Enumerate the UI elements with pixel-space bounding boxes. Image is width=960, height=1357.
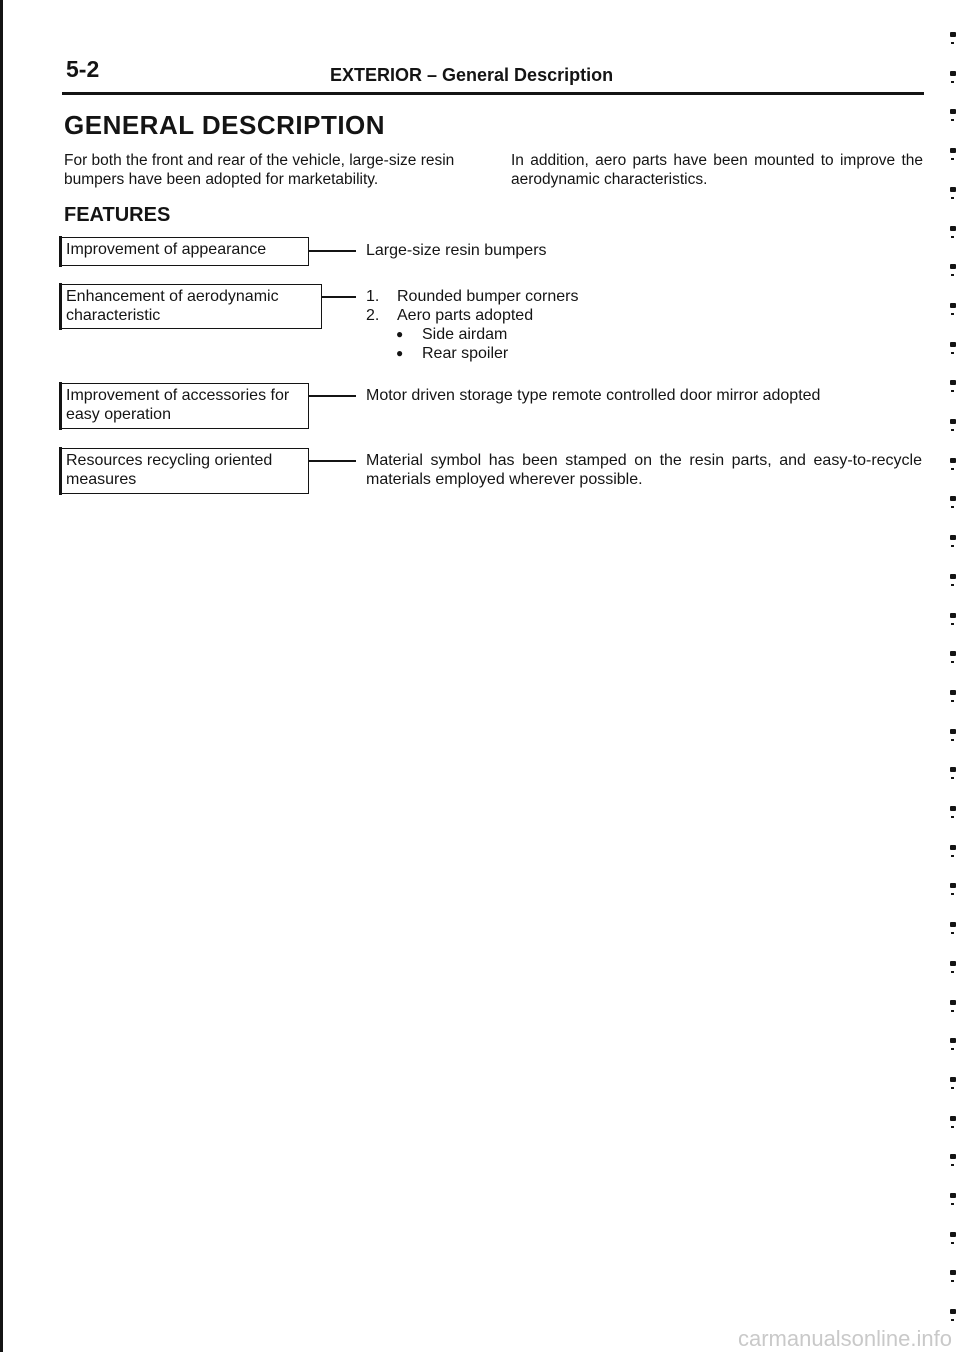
list-item	[366, 306, 578, 325]
edge-tick	[951, 700, 954, 702]
edge-tick	[951, 158, 954, 160]
edge-tick	[951, 1164, 954, 1166]
edge-tick	[951, 1010, 954, 1012]
bullet-text: Side airdam	[422, 326, 508, 343]
edge-mark	[950, 187, 956, 192]
edge-mark	[950, 32, 956, 37]
edge-tick	[951, 971, 954, 973]
edge-tick	[951, 119, 954, 121]
header-rule	[62, 92, 924, 95]
edge-mark	[950, 1193, 956, 1198]
edge-tick	[951, 1126, 954, 1128]
feature-label: Improvement of appearance	[66, 241, 267, 258]
intro-left-paragraph: For both the front and rear of the vehicle, large-size resin bumpers have been adopted for marketability.	[64, 152, 455, 188]
edge-tick	[951, 816, 954, 818]
edge-tick	[951, 352, 954, 354]
edge-tick	[951, 81, 954, 83]
feature-points-list	[366, 287, 578, 363]
edge-mark	[950, 806, 956, 811]
edge-tick	[951, 739, 954, 741]
feature-box-appearance	[60, 237, 309, 266]
bullet-icon: ●	[396, 327, 404, 341]
edge-mark	[950, 1038, 956, 1043]
feature-box-recycling	[60, 448, 309, 494]
edge-tick	[951, 661, 954, 663]
intro-right-paragraph: In addition, aero parts have been mounted to improve the aerodynamic characteristics.	[511, 152, 923, 188]
list-text: Rounded bumper corners	[397, 288, 579, 305]
feature-label: Improvement of accessories for easy operation	[66, 387, 290, 423]
scan-left-edge	[0, 0, 3, 1352]
bullet-item	[366, 325, 578, 344]
edge-tick	[951, 42, 954, 44]
edge-mark	[950, 380, 956, 385]
edge-mark	[950, 574, 956, 579]
list-number: 1.	[366, 288, 380, 305]
edge-mark	[950, 458, 956, 463]
edge-mark	[950, 883, 956, 888]
page-number: 5-2	[66, 56, 100, 82]
edge-tick	[951, 623, 954, 625]
feature-connector	[309, 460, 356, 462]
edge-mark	[950, 845, 956, 850]
edge-mark	[950, 651, 956, 656]
edge-tick	[951, 855, 954, 857]
edge-mark	[950, 496, 956, 501]
edge-mark	[950, 1270, 956, 1275]
edge-tick	[951, 1203, 954, 1205]
edge-mark	[950, 342, 956, 347]
feature-box-aerodynamic	[60, 284, 322, 329]
edge-tick	[951, 584, 954, 586]
edge-tick	[951, 893, 954, 895]
feature-connector	[322, 296, 356, 298]
watermark-text: carmanualsonline.info	[737, 1326, 952, 1351]
bullet-item	[366, 344, 578, 363]
edge-tick	[951, 236, 954, 238]
edge-tick	[951, 1087, 954, 1089]
feature-description: Material symbol has been stamped on the resin parts, and easy-to-recycle materials employed wherever possible.	[366, 452, 922, 488]
edge-mark	[950, 109, 956, 114]
edge-mark	[950, 767, 956, 772]
edge-tick	[951, 506, 954, 508]
edge-mark	[950, 961, 956, 966]
edge-tick	[951, 1319, 954, 1321]
edge-tick	[951, 390, 954, 392]
feature-box-accessories	[60, 383, 309, 429]
edge-mark	[950, 1309, 956, 1314]
edge-tick	[951, 468, 954, 470]
edge-tick	[951, 197, 954, 199]
running-title: EXTERIOR – General Description	[330, 65, 614, 85]
list-number: 2.	[366, 307, 380, 324]
edge-mark	[950, 1116, 956, 1121]
edge-tick	[951, 1280, 954, 1282]
feature-description: Motor driven storage type remote controlled door mirror adopted	[366, 387, 821, 404]
edge-mark	[950, 690, 956, 695]
edge-tick	[951, 777, 954, 779]
feature-label: Enhancement of aerodynamic characteristic	[66, 288, 279, 324]
edge-mark	[950, 729, 956, 734]
bullet-text: Rear spoiler	[422, 345, 509, 362]
list-text: Aero parts adopted	[397, 307, 534, 324]
edge-mark	[950, 226, 956, 231]
edge-tick	[951, 274, 954, 276]
bullet-icon: ●	[396, 346, 404, 360]
edge-mark	[950, 535, 956, 540]
edge-tick	[951, 1242, 954, 1244]
edge-tick	[951, 429, 954, 431]
edge-mark	[950, 1000, 956, 1005]
edge-mark	[950, 419, 956, 424]
edge-mark	[950, 1232, 956, 1237]
edge-tick	[951, 313, 954, 315]
edge-mark	[950, 1154, 956, 1159]
features-title: FEATURES	[64, 204, 171, 226]
list-item	[366, 287, 578, 306]
edge-tick	[951, 932, 954, 934]
feature-description: Large-size resin bumpers	[366, 242, 547, 259]
feature-connector	[309, 250, 356, 252]
edge-mark	[950, 148, 956, 153]
edge-mark	[950, 303, 956, 308]
feature-label: Resources recycling oriented measures	[66, 452, 273, 488]
edge-mark	[950, 922, 956, 927]
edge-mark	[950, 613, 956, 618]
edge-tick	[951, 1048, 954, 1050]
section-title: GENERAL DESCRIPTION	[64, 110, 386, 140]
edge-mark	[950, 71, 956, 76]
edge-mark	[950, 264, 956, 269]
feature-connector	[309, 395, 356, 397]
edge-mark	[950, 1077, 956, 1082]
edge-tick	[951, 545, 954, 547]
